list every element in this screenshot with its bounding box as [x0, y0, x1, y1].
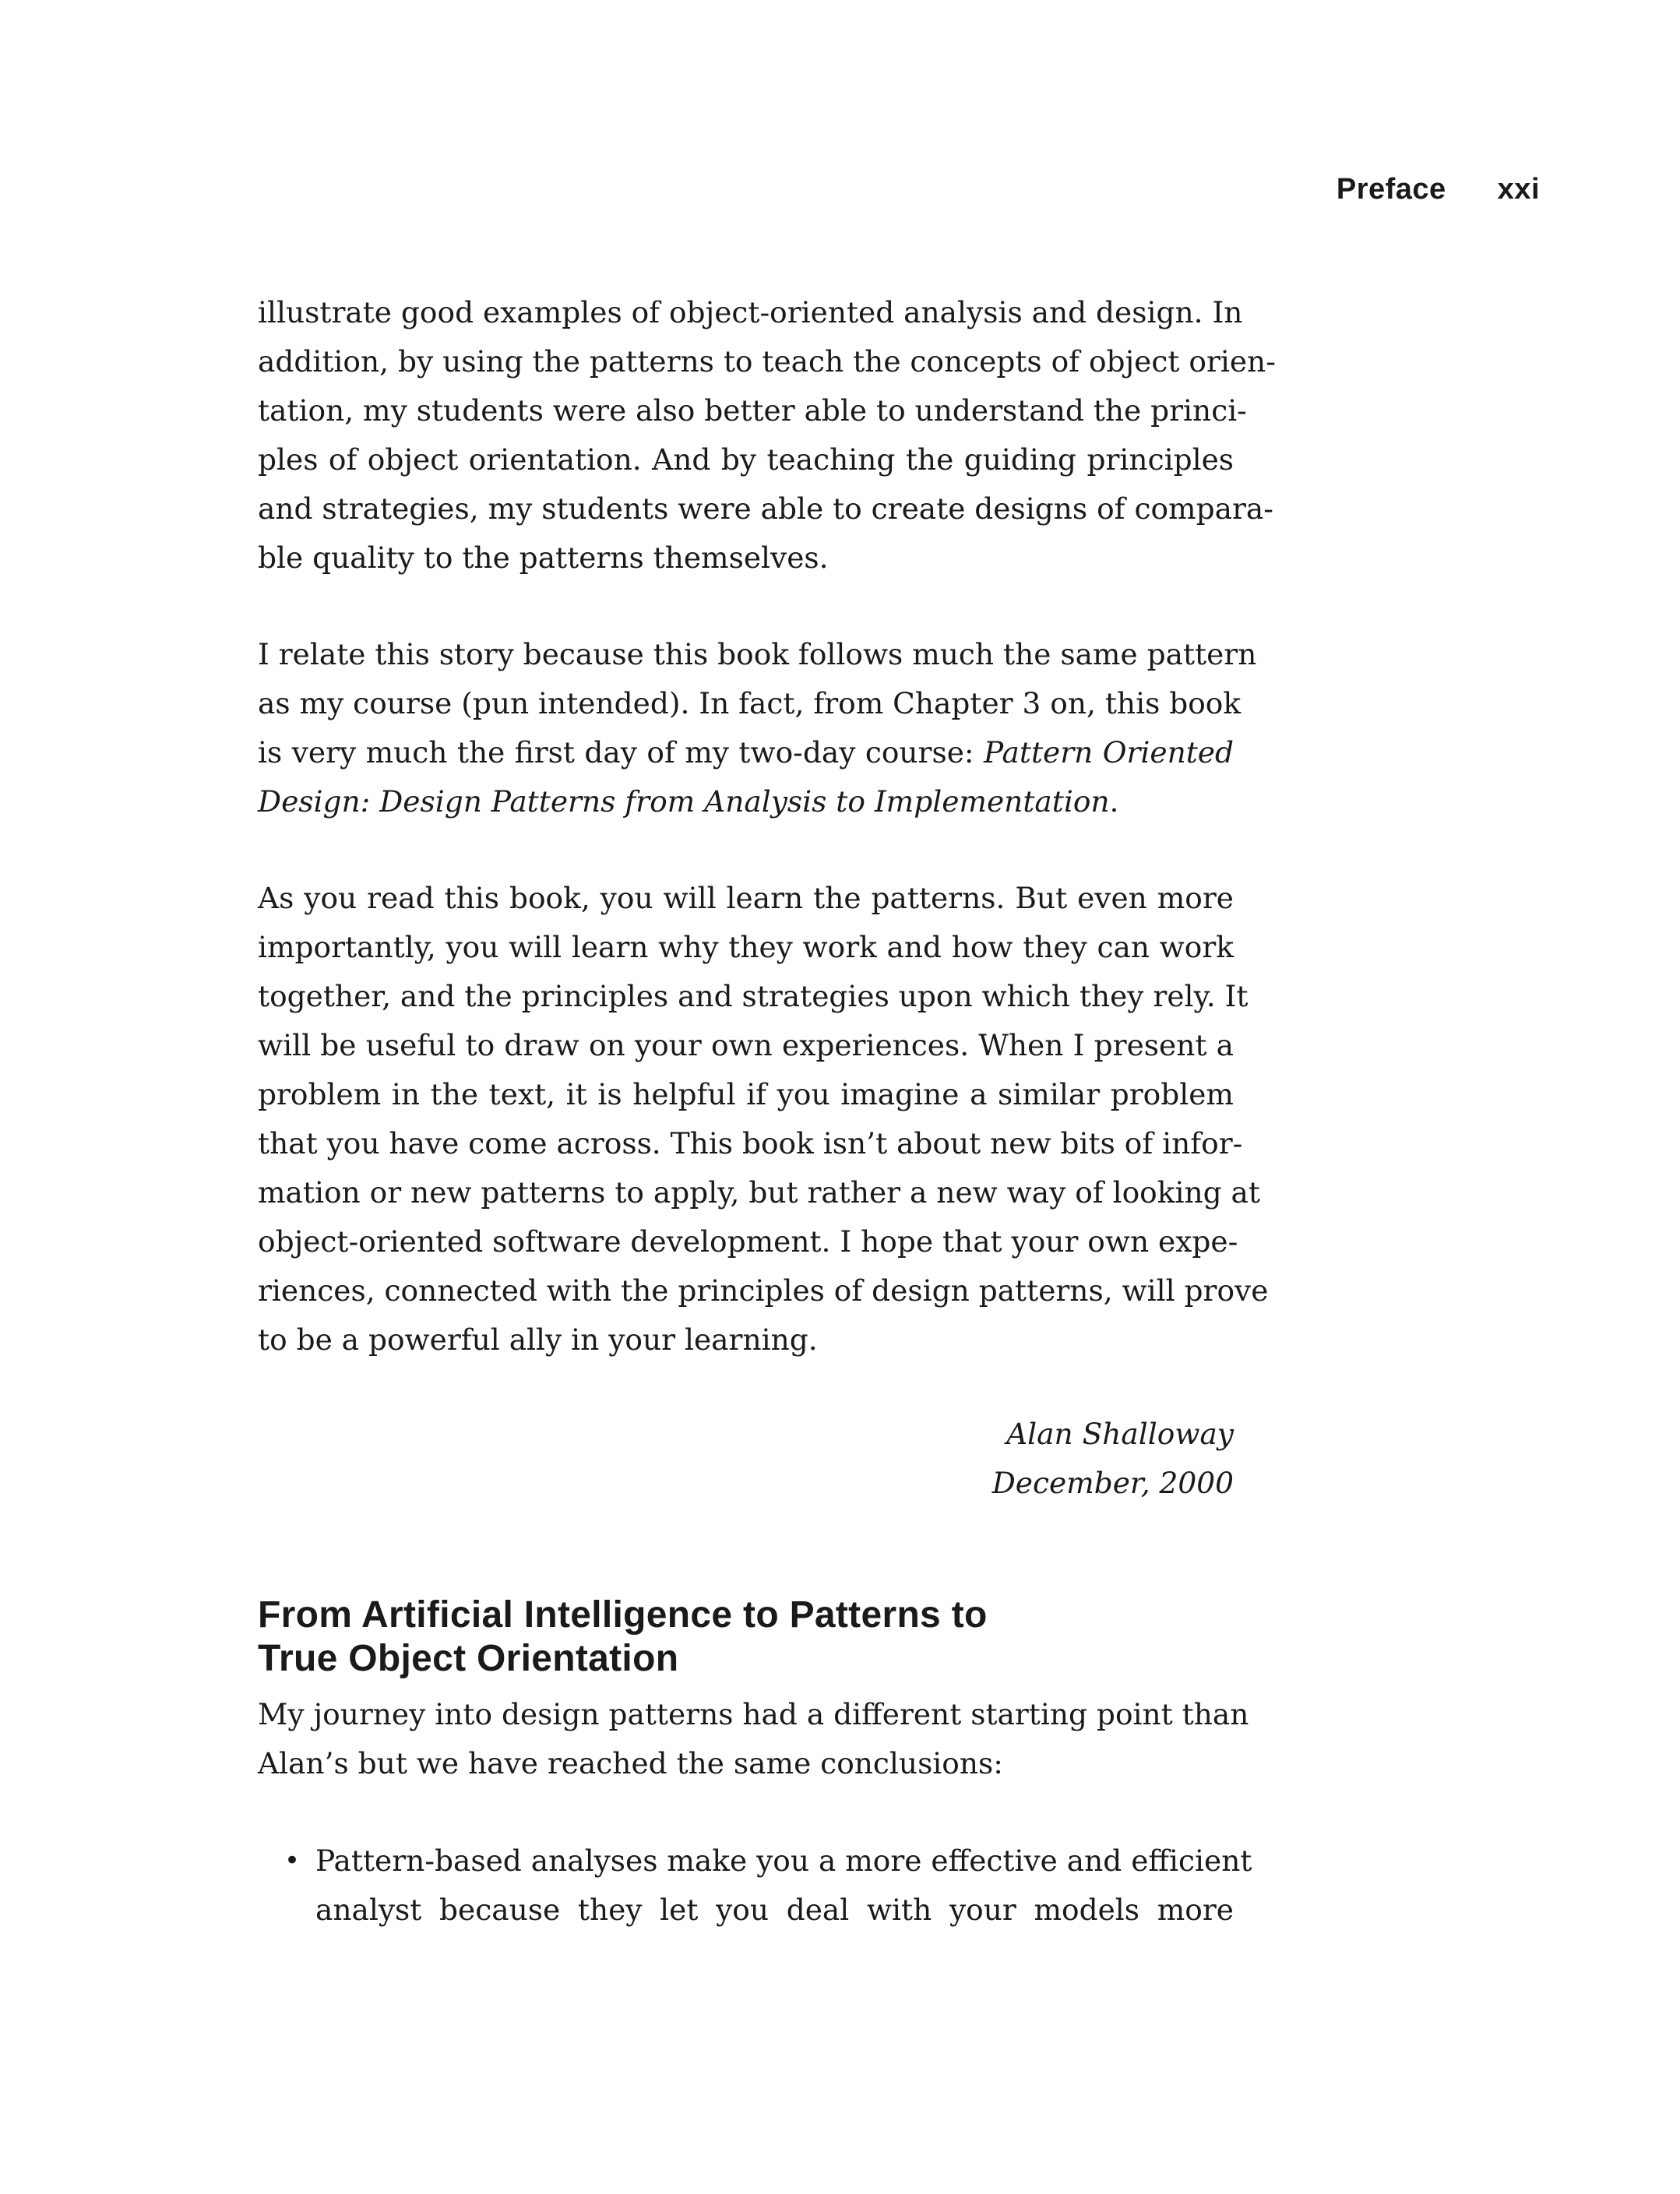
text-segment: is very much the first day of my two-day course: [258, 735, 974, 769]
text-line: will be useful to draw on your own experiences. When I present a [258, 1028, 1234, 1062]
text-line: as my course (pun intended). In fact, from Chapter 3 on, this book [258, 686, 1242, 720]
paragraph-4 [258, 1690, 1249, 1788]
section-heading-line: From Artificial Intelligence to Patterns to [258, 1594, 988, 1636]
page-number: xxi [1497, 173, 1540, 206]
text-line: I relate this story because this book follows much the same pattern [258, 637, 1257, 671]
text-line: My journey into design patterns had a different starting point than [258, 1697, 1249, 1731]
text-line [258, 728, 1234, 777]
text-line: that you have come across. This book isn’t about new bits of infor- [258, 1126, 1243, 1160]
text-line: object-oriented software development. I hope that your own expe- [258, 1224, 1238, 1259]
text-line: mation or new patterns to apply, but rather a new way of looking at [258, 1175, 1260, 1210]
text-line: and strategies, my students were able to create designs of compara- [258, 491, 1273, 526]
text-line: importantly, you will learn why they work and how they can work [258, 930, 1234, 964]
signature-author: Alan Shalloway [1006, 1417, 1234, 1451]
book-title-italic: Design: Design Patterns from Analysis to Implementation [258, 784, 1110, 819]
text-line: analyst because they let you deal with your models more [315, 1893, 1234, 1927]
section-heading [258, 1594, 988, 1681]
text-line: riences, connected with the principles of design patterns, will prove [258, 1273, 1269, 1308]
signature-date: December, 2000 [991, 1466, 1234, 1500]
text-line: ples of object orientation. And by teaching the guiding principles [258, 442, 1234, 477]
text-line: together, and the principles and strategies upon which they rely. It [258, 979, 1249, 1013]
text-line: ble quality to the patterns themselves. [258, 541, 829, 575]
text-segment: . [1109, 784, 1119, 819]
section-heading-line: True Object Orientation [258, 1638, 679, 1679]
text-line: Pattern-based analyses make you a more effective and efficient [315, 1844, 1252, 1878]
paragraph-1 [258, 288, 1276, 583]
text-line: As you read this book, you will learn the patterns. But even more [258, 881, 1234, 915]
bullet-item [315, 1837, 1252, 1935]
text-line [258, 777, 1234, 826]
text-line: Alan’s but we have reached the same conclusions: [258, 1746, 1003, 1780]
paragraph-2 [258, 630, 1257, 826]
running-head [1337, 173, 1540, 206]
text-line: to be a powerful ally in your learning. [258, 1322, 818, 1357]
text-line: illustrate good examples of object-oriented analysis and design. In [258, 295, 1243, 329]
book-title-italic: Pattern Oriented [983, 735, 1234, 769]
text-line: tation, my students were also better able to understand the princi- [258, 393, 1247, 428]
signature [992, 1410, 1234, 1508]
text-line: problem in the text, it is helpful if you imagine a similar problem [258, 1077, 1234, 1111]
text-line: addition, by using the patterns to teach the concepts of object orien- [258, 344, 1276, 379]
bullet-marker: • [284, 1845, 301, 1876]
paragraph-3 [258, 874, 1269, 1365]
running-head-section: Preface [1336, 173, 1446, 206]
